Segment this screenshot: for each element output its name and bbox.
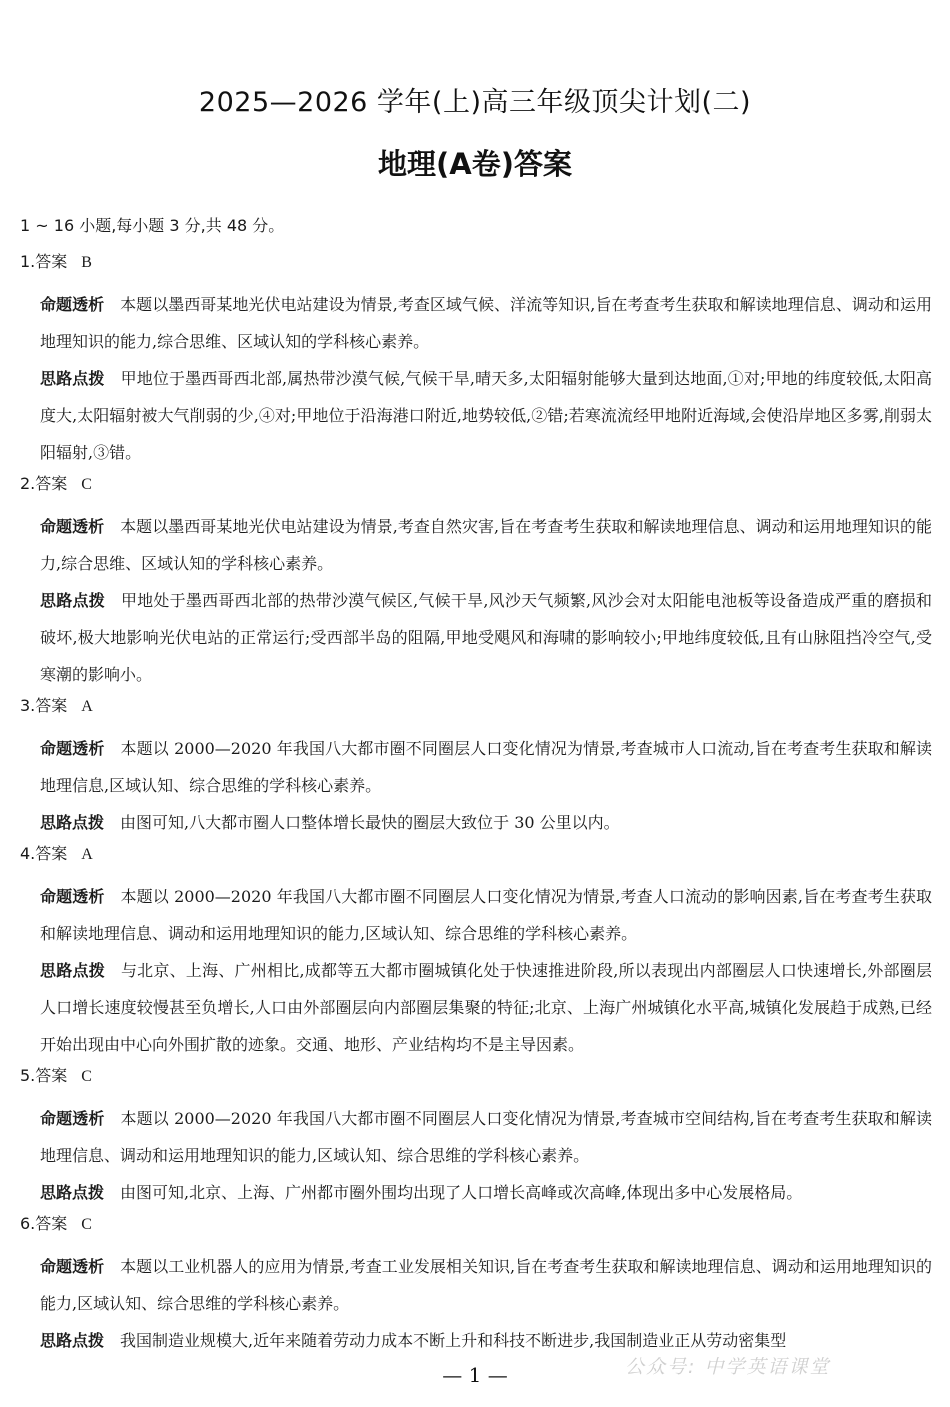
answer-value: A — [81, 698, 93, 715]
hint-label: 思路点拨 — [40, 591, 105, 610]
hint-text: 由图可知,八大都市圈人口整体增长最快的圈层大致位于 30 公里以内。 — [120, 813, 620, 832]
answer-label: 答案 — [35, 1214, 68, 1233]
question-3 — [20, 693, 932, 841]
hint-label: 思路点拨 — [40, 369, 105, 388]
question-number: 4. — [20, 844, 36, 863]
analysis-text: 本题以墨西哥某地光伏电站建设为情景,考查区域气候、洋流等知识,旨在考查考生获取和解读地理信息、调动和运用地理知识的能力,综合思维、区域认知的学科核心素养。 — [40, 295, 932, 351]
page-number: — 1 — — [442, 1363, 508, 1387]
analysis-text: 本题以 2000—2020 年我国八大都市圈不同圈层人口变化情况为情景,考查城市空间结构,旨在考查考生获取和解读地理信息、调动和运用地理知识的能力,区域认知、综合思维的学科核心素养。 — [40, 1109, 932, 1165]
hint-paragraph — [20, 1174, 932, 1211]
question-1 — [20, 249, 932, 471]
hint-label: 思路点拨 — [40, 1331, 105, 1350]
analysis-paragraph — [20, 1100, 932, 1174]
answer-value: A — [81, 846, 93, 863]
question-number: 3. — [20, 696, 36, 715]
question-2 — [20, 471, 932, 693]
analysis-label: 命题透析 — [40, 517, 105, 536]
hint-text: 甲地处于墨西哥西北部的热带沙漠气候区,气候干旱,风沙天气频繁,风沙会对太阳能电池板等设备造成严重的磨损和破坏,极大地影响光伏电站的正常运行;受西部半岛的阻隔,甲地受飓风和海啸的影响较小;甲地纬度较低,且有山脉阻挡冷空气,受寒潮的影响小。 — [40, 591, 932, 684]
question-number: 6. — [20, 1214, 36, 1233]
question-header — [20, 841, 932, 868]
answer-value: C — [81, 1068, 92, 1085]
document-subtitle: 地理(A卷)答案 — [378, 147, 572, 181]
question-header — [20, 693, 932, 720]
question-header — [20, 471, 932, 498]
question-number: 1. — [20, 252, 36, 271]
hint-paragraph — [20, 582, 932, 693]
hint-label: 思路点拨 — [40, 813, 105, 832]
question-number: 5. — [20, 1066, 36, 1085]
answer-label: 答案 — [35, 696, 68, 715]
answer-label: 答案 — [35, 252, 68, 271]
hint-paragraph — [20, 804, 932, 841]
analysis-label: 命题透析 — [40, 887, 105, 906]
analysis-label: 命题透析 — [40, 1257, 105, 1276]
watermark: 公众号: 中学英语课堂 — [625, 1356, 831, 1378]
analysis-label: 命题透析 — [40, 1109, 105, 1128]
question-number: 2. — [20, 474, 36, 493]
analysis-paragraph — [20, 286, 932, 360]
answer-label: 答案 — [35, 844, 68, 863]
analysis-paragraph — [20, 730, 932, 804]
answer-label: 答案 — [35, 474, 68, 493]
question-4 — [20, 841, 932, 1063]
hint-paragraph — [20, 952, 932, 1063]
answer-value: C — [81, 476, 92, 493]
answer-content — [20, 213, 932, 1359]
answer-label: 答案 — [35, 1066, 68, 1085]
analysis-label: 命题透析 — [40, 295, 105, 314]
analysis-text: 本题以 2000—2020 年我国八大都市圈不同圈层人口变化情况为情景,考查人口流动的影响因素,旨在考查考生获取和解读地理信息、调动和运用地理知识的能力,区域认知、综合思维的学科核心素养。 — [40, 887, 932, 943]
question-header — [20, 1063, 932, 1090]
scoring-intro: 1 ~ 16 小题,每小题 3 分,共 48 分。 — [20, 216, 285, 235]
analysis-text: 本题以 2000—2020 年我国八大都市圈不同圈层人口变化情况为情景,考查城市人口流动,旨在考查考生获取和解读地理信息,区域认知、综合思维的学科核心素养。 — [40, 739, 932, 795]
document-title: 2025—2026 学年(上)高三年级顶尖计划(二) — [198, 87, 752, 118]
hint-text: 我国制造业规模大,近年来随着劳动力成本不断上升和科技不断进步,我国制造业正从劳动密集型 — [120, 1331, 787, 1350]
analysis-paragraph — [20, 878, 932, 952]
hint-label: 思路点拨 — [40, 1183, 105, 1202]
hint-text: 甲地位于墨西哥西北部,属热带沙漠气候,气候干旱,晴天多,太阳辐射能够大量到达地面,①对;甲地的纬度较低,太阳高度大,太阳辐射被大气削弱的少,④对;甲地位于沿海港口附近,地势较低,②错;若寒流流经甲地附近海域,会使沿岸地区多雾,削弱太阳辐射,③错。 — [40, 369, 932, 462]
answer-value: B — [81, 254, 92, 271]
question-5 — [20, 1063, 932, 1211]
hint-text: 由图可知,北京、上海、广州都市圈外围均出现了人口增长高峰或次高峰,体现出多中心发展格局。 — [120, 1183, 803, 1202]
analysis-label: 命题透析 — [40, 739, 105, 758]
hint-text: 与北京、上海、广州相比,成都等五大都市圈城镇化处于快速推进阶段,所以表现出内部圈层人口快速增长,外部圈层人口增长速度较慢甚至负增长,人口由外部圈层向内部圈层集聚的特征;北京、上海广州城镇化水平高,城镇化发展趋于成熟,已经开始出现由中心向外围扩散的迹象。交通、地形、产业结构均不是主导因素。 — [40, 961, 932, 1054]
analysis-text: 本题以工业机器人的应用为情景,考查工业发展相关知识,旨在考查考生获取和解读地理信息、调动和运用地理知识的能力,区域认知、综合思维的学科核心素养。 — [40, 1257, 932, 1313]
question-header — [20, 249, 932, 276]
answer-value: C — [81, 1216, 92, 1233]
analysis-text: 本题以墨西哥某地光伏电站建设为情景,考查自然灾害,旨在考查考生获取和解读地理信息、调动和运用地理知识的能力,综合思维、区域认知的学科核心素养。 — [40, 517, 932, 573]
hint-paragraph — [20, 360, 932, 471]
hint-label: 思路点拨 — [40, 961, 105, 980]
analysis-paragraph — [20, 1248, 932, 1322]
analysis-paragraph — [20, 508, 932, 582]
question-header — [20, 1211, 932, 1238]
question-6 — [20, 1211, 932, 1359]
